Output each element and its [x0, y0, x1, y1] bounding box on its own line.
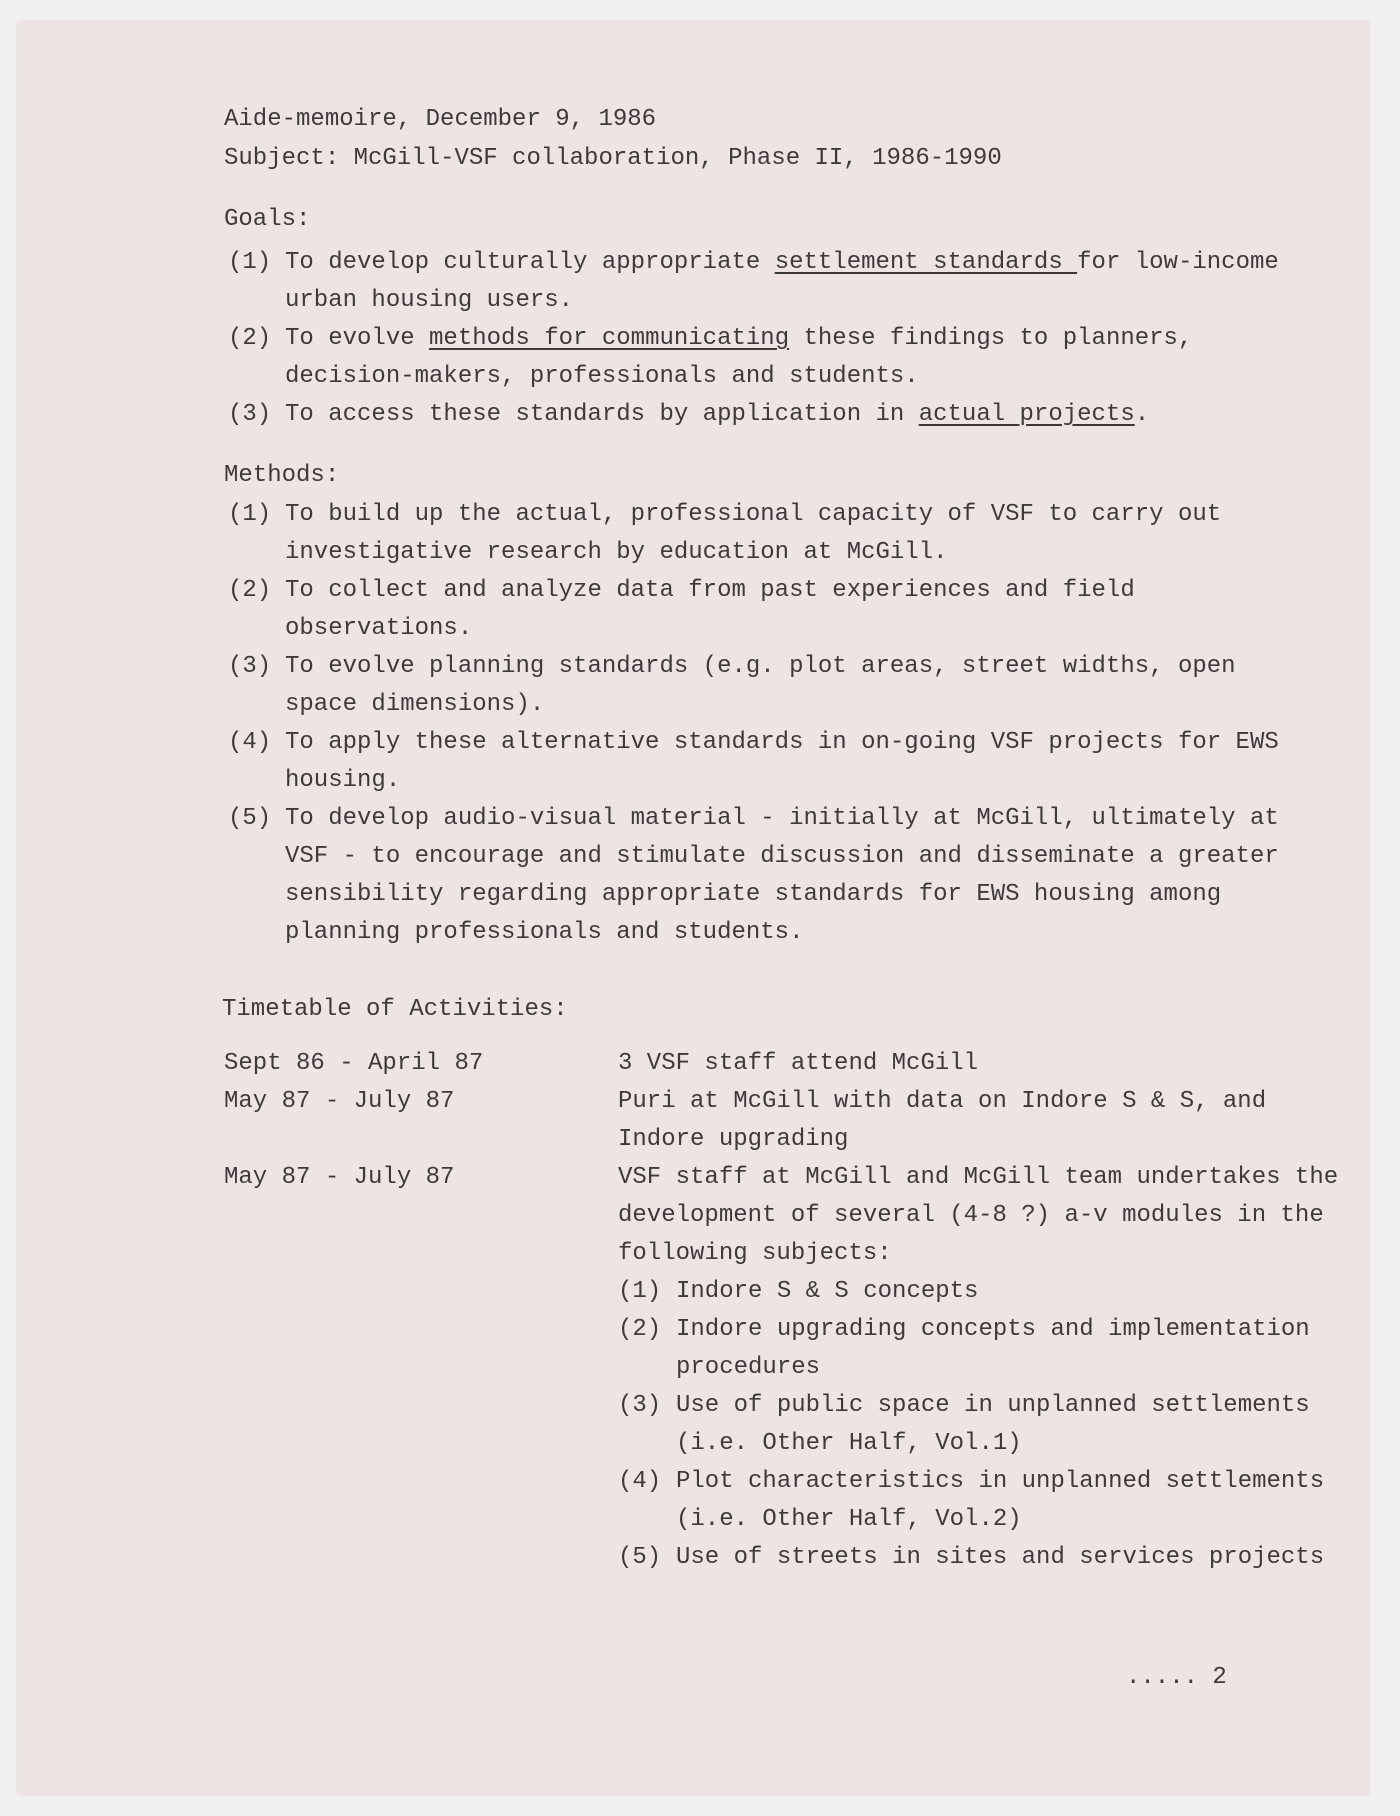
subject-text: Indore S & S concepts: [676, 1278, 979, 1305]
method-text: To evolve planning standards (e.g. plot areas, street widths, open space dimensions).: [285, 653, 1236, 718]
underlined-phrase: actual projects: [918, 401, 1135, 428]
method-number: (5): [228, 805, 272, 832]
timetable-activity: Puri at McGill with data on Indore S & S, and Indore upgrading: [618, 1088, 1267, 1153]
subject-text: Indore upgrading concepts and implementation procedures: [676, 1316, 1310, 1381]
timetable-activity: VSF staff at McGill and McGill team undertakes the development of several (4-8 ?) a-v modules in the following subjects:: [618, 1164, 1339, 1267]
subject-text: Use of streets in sites and services projects: [676, 1544, 1325, 1571]
subject-number: (5): [618, 1544, 662, 1571]
subject-number: (1): [618, 1278, 662, 1305]
timetable-period: May 87 - July 87: [224, 1164, 455, 1191]
method-text: To collect and analyze data from past experiences and field observations.: [285, 577, 1135, 642]
goal-text: To access these standards by application in actual projects.: [285, 401, 1150, 428]
goal-text: To develop culturally appropriate settlement standards for low-income urban housing users.: [285, 249, 1279, 314]
underlined-phrase: settlement standards: [774, 249, 1078, 276]
goal-text: To evolve methods for communicating these findings to planners, decision-makers, professionals and students.: [285, 325, 1193, 390]
page-continuation: ..... 2: [1126, 1664, 1227, 1691]
subject-number: (3): [618, 1392, 662, 1419]
subject-number: (2): [618, 1316, 662, 1343]
memo-subject-line: Subject: McGill-VSF collaboration, Phase II, 1986-1990: [224, 145, 1002, 172]
subject-text: Plot characteristics in unplanned settlements (i.e. Other Half, Vol.2): [676, 1468, 1325, 1533]
subject-number: (4): [618, 1468, 662, 1495]
underlined-phrase: methods for communicating: [429, 325, 790, 352]
method-number: (3): [228, 653, 272, 680]
subject-text: Use of public space in unplanned settlements (i.e. Other Half, Vol.1): [676, 1392, 1310, 1457]
method-number: (4): [228, 729, 272, 756]
methods-heading: Methods:: [224, 462, 340, 489]
goal-number: (3): [228, 401, 272, 428]
timetable-period: Sept 86 - April 87: [224, 1050, 484, 1077]
method-text: To build up the actual, professional capacity of VSF to carry out investigative research by education at McGill.: [285, 501, 1222, 566]
goal-number: (1): [228, 249, 272, 276]
method-number: (2): [228, 577, 272, 604]
timetable-heading: Timetable of Activities:: [222, 996, 568, 1023]
memo-date-line: Aide-memoire, December 9, 1986: [224, 106, 657, 133]
method-number: (1): [228, 501, 272, 528]
timetable-activity: 3 VSF staff attend McGill: [618, 1050, 979, 1077]
method-text: To apply these alternative standards in on-going VSF projects for EWS housing.: [285, 729, 1279, 794]
goal-number: (2): [228, 325, 272, 352]
goals-heading: Goals:: [224, 206, 311, 233]
method-text: To develop audio-visual material - initially at McGill, ultimately at VSF - to encourage and stimulate discussion and disseminate a greater sensibility regarding appropriate standards for EWS housing among planning professionals and students.: [285, 805, 1279, 946]
timetable-period: May 87 - July 87: [224, 1088, 455, 1115]
